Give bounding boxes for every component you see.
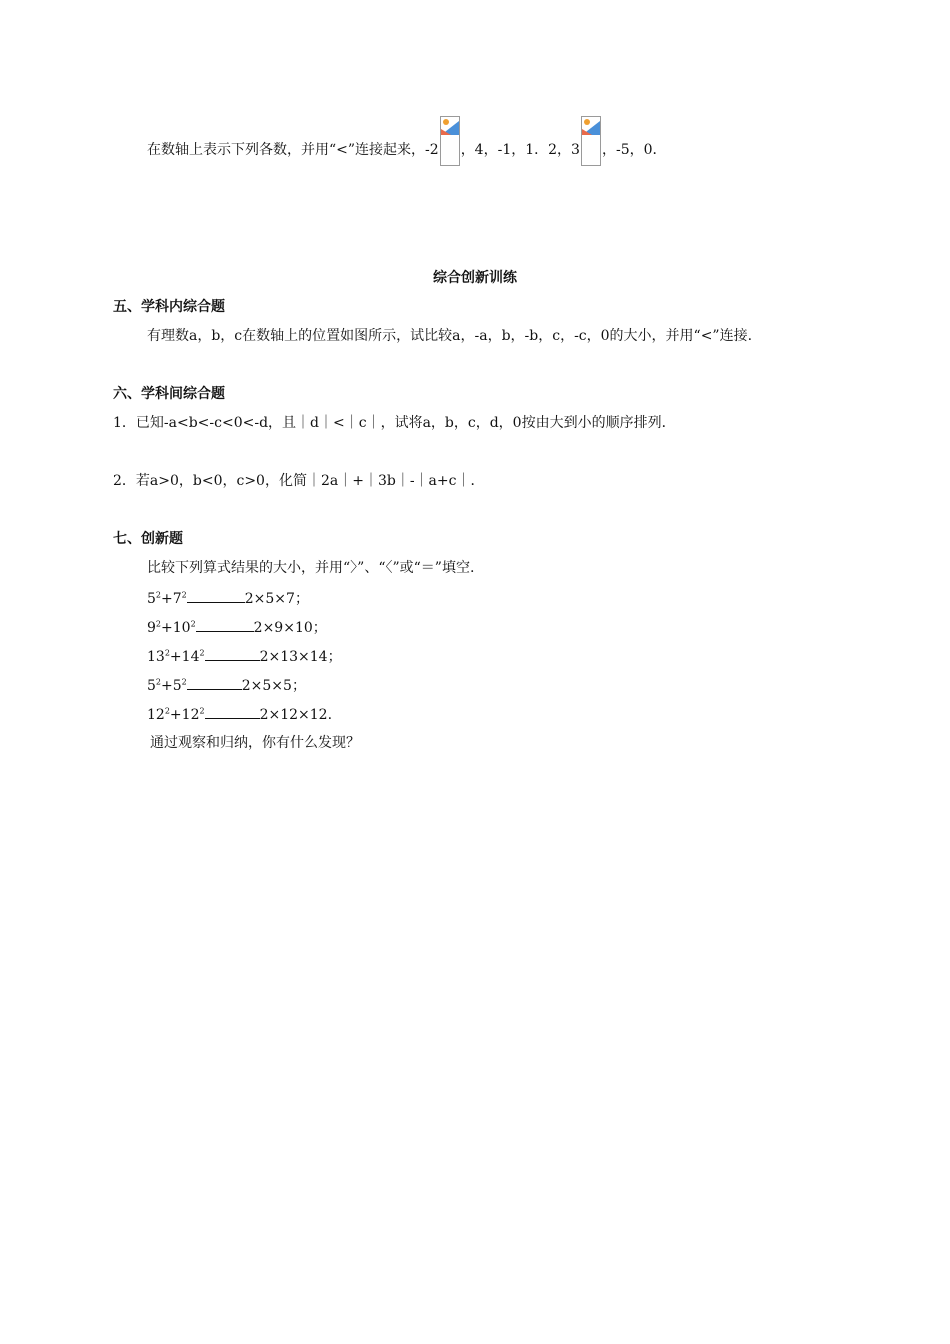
section-5-heading: 五、学科内综合题 <box>113 299 225 315</box>
section-7-closing: 通过观察和归纳，你有什么发现？ <box>150 735 360 751</box>
question-prefix: 在数轴上表示下列各数，并用“<”连接起来，-2 <box>147 142 439 158</box>
section-5-text: 有理数a，b，c在数轴上的位置如图所示，试比较a，-a，b，-b，c，-c，0的大小，并用“<”连接. <box>147 328 753 344</box>
answer-blank[interactable] <box>205 703 260 719</box>
answer-blank[interactable] <box>196 616 254 632</box>
section-6-item-2: 2．若a>0，b<0，c>0，化简｜2a｜+｜3b｜-｜a+c｜． <box>113 473 485 489</box>
section-6-heading: 六、学科间综合题 <box>113 386 225 402</box>
section-7-intro: 比较下列算式结果的大小，并用“〉”、“〈”或“＝”填空. <box>147 560 475 576</box>
answer-blank[interactable] <box>187 587 245 603</box>
answer-blank[interactable] <box>187 674 242 690</box>
broken-image-icon <box>581 116 601 166</box>
comparison-row: $5^2+5^2$ 2×5×5； <box>147 674 306 696</box>
number-line-question <box>147 140 667 166</box>
question-suffix: ，-5，0． <box>601 142 667 158</box>
section-title: 综合创新训练 <box>433 270 517 286</box>
comparison-row: $12^2+12^2$ 2×12×12. <box>147 703 332 725</box>
broken-image-icon <box>440 116 460 166</box>
section-7-heading: 七、创新题 <box>113 531 183 547</box>
comparison-row: $9^2+10^2$ 2×9×10； <box>147 616 327 638</box>
comparison-row: $13^2+14^2$ 2×13×14； <box>147 645 342 667</box>
question-middle: ，4，-1，1．2，3 <box>460 142 580 158</box>
section-6-item-1: 1．已知-a<b<-c<0<-d，且｜d｜<｜c｜，试将a，b，c，d，0按由大到小的顺序排列． <box>113 415 676 431</box>
comparison-row: $5^2+7^2$ 2×5×7； <box>147 587 309 609</box>
answer-blank[interactable] <box>205 645 260 661</box>
